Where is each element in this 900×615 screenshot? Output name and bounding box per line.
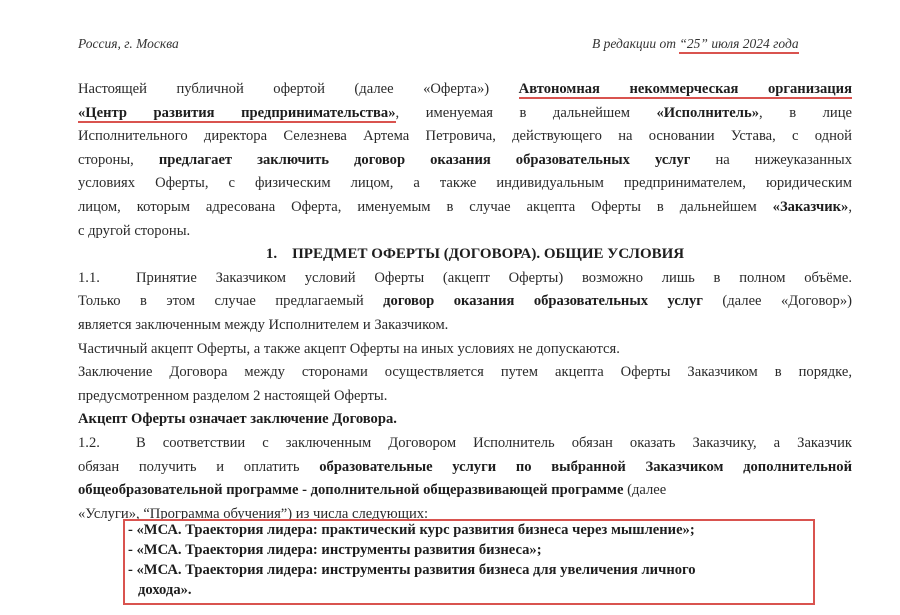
contract-term: договор оказания образовательных услуг [383, 293, 703, 310]
intro-text: Настоящей публичной офертой (далее «Оферта») [78, 81, 519, 97]
program-item-continuation: дохода». [138, 582, 192, 598]
offer-statement: предлагает заключить договор оказания образовательных услуг [158, 151, 691, 168]
intro-text: , в лице [759, 104, 852, 121]
services-term: образовательные услуги по выбранной Заказчиком дополнительной [319, 458, 852, 475]
intro-text: на нижеуказанных [690, 151, 852, 168]
clause-1-1-line-1 [78, 267, 852, 291]
executor-term: «Исполнитель» [656, 104, 759, 121]
org-name-highlight: Автономная некоммерческая организация [518, 81, 852, 97]
customer-term: «Заказчик» [772, 198, 849, 215]
intro-text: стороны, [78, 151, 159, 168]
intro-line-6 [78, 196, 852, 220]
clause-number: 1.1. [78, 269, 100, 286]
program-item: - «МСА. Траектория лидера: инструменты развития бизнеса для увеличения личного [128, 562, 696, 578]
intro-line-4 [78, 149, 852, 173]
edition-date-label [592, 36, 799, 52]
section-1-heading: 1. ПРЕДМЕТ ОФЕРТЫ (ДОГОВОРА). ОБЩИЕ УСЛОВИЯ [265, 246, 685, 263]
clause-text: В соответствии с заключенным Договором Исполнитель обязан оказать Заказчику, а Заказчик [136, 434, 852, 451]
offer-body [78, 78, 852, 526]
org-name-highlight-2: «Центр развития предпринимательства» [78, 104, 396, 121]
intro-text: , [848, 198, 852, 215]
clause-1-2-line-1 [78, 432, 852, 456]
intro-line-2 [78, 102, 852, 126]
clause-1-1-line-2 [78, 290, 852, 314]
clause-1-2-line-4: «Услуги», “Программа обучения”) из числа следующих: [78, 505, 429, 522]
clause-text: Только в этом случае предлагаемый [78, 293, 384, 310]
clause-text: (далее «Договор») [702, 293, 852, 310]
intro-text: лицом, которым адресована Оферта, именуемым в случае акцепта Оферты в дальнейшем [78, 198, 773, 215]
intro-line-3: Исполнительного директора Селезнева Артема Петровича, действующего на основании Устава, с одной [78, 128, 852, 145]
clause-text: (далее [623, 482, 667, 499]
clause-1-1-line-7: Акцепт Оферты означает заключение Договора. [78, 411, 397, 428]
intro-line-1 [78, 78, 852, 102]
program-item: - «МСА. Траектория лидера: инструменты развития бизнеса»; [128, 542, 542, 558]
location-label: Россия, г. Москва [78, 36, 179, 51]
edition-date-highlighted: “25” июля 2024 года [679, 36, 798, 54]
clause-text: Принятие Заказчиком условий Оферты (акцепт Оферты) возможно лишь в полном объёме. [136, 269, 852, 286]
clause-1-2-line-2 [78, 456, 852, 480]
intro-line-5: условиях Оферты, с физическим лицом, а также индивидуальным предпринимателем, юридическим [78, 175, 852, 192]
program-item: - «МСА. Траектория лидера: практический курс развития бизнеса через мышление»; [128, 522, 695, 538]
intro-text: , именуемая в дальнейшем [395, 104, 657, 121]
programs-list [128, 520, 818, 600]
clause-1-2-line-3 [78, 479, 852, 503]
edition-prefix: В редакции от [592, 36, 680, 51]
clause-1-1-line-3: является заключенным между Исполнителем и Заказчиком. [78, 316, 449, 333]
clause-1-1-line-6: предусмотренном разделом 2 настоящей Оферты. [78, 387, 388, 404]
intro-line-7: с другой стороны. [78, 222, 191, 239]
clause-1-1-line-5: Заключение Договора между сторонами осуществляется путем акцепта Оферты Заказчиком в порядке, [78, 364, 852, 381]
clause-text: обязан получить и оплатить [78, 458, 320, 475]
clause-number: 1.2. [78, 434, 100, 451]
clause-1-1-line-4: Частичный акцепт Оферты, а также акцепт Оферты на иных условиях не допускаются. [78, 340, 620, 357]
program-term: общеобразовательной программе - дополнительной общеразвивающей программе [78, 482, 624, 499]
